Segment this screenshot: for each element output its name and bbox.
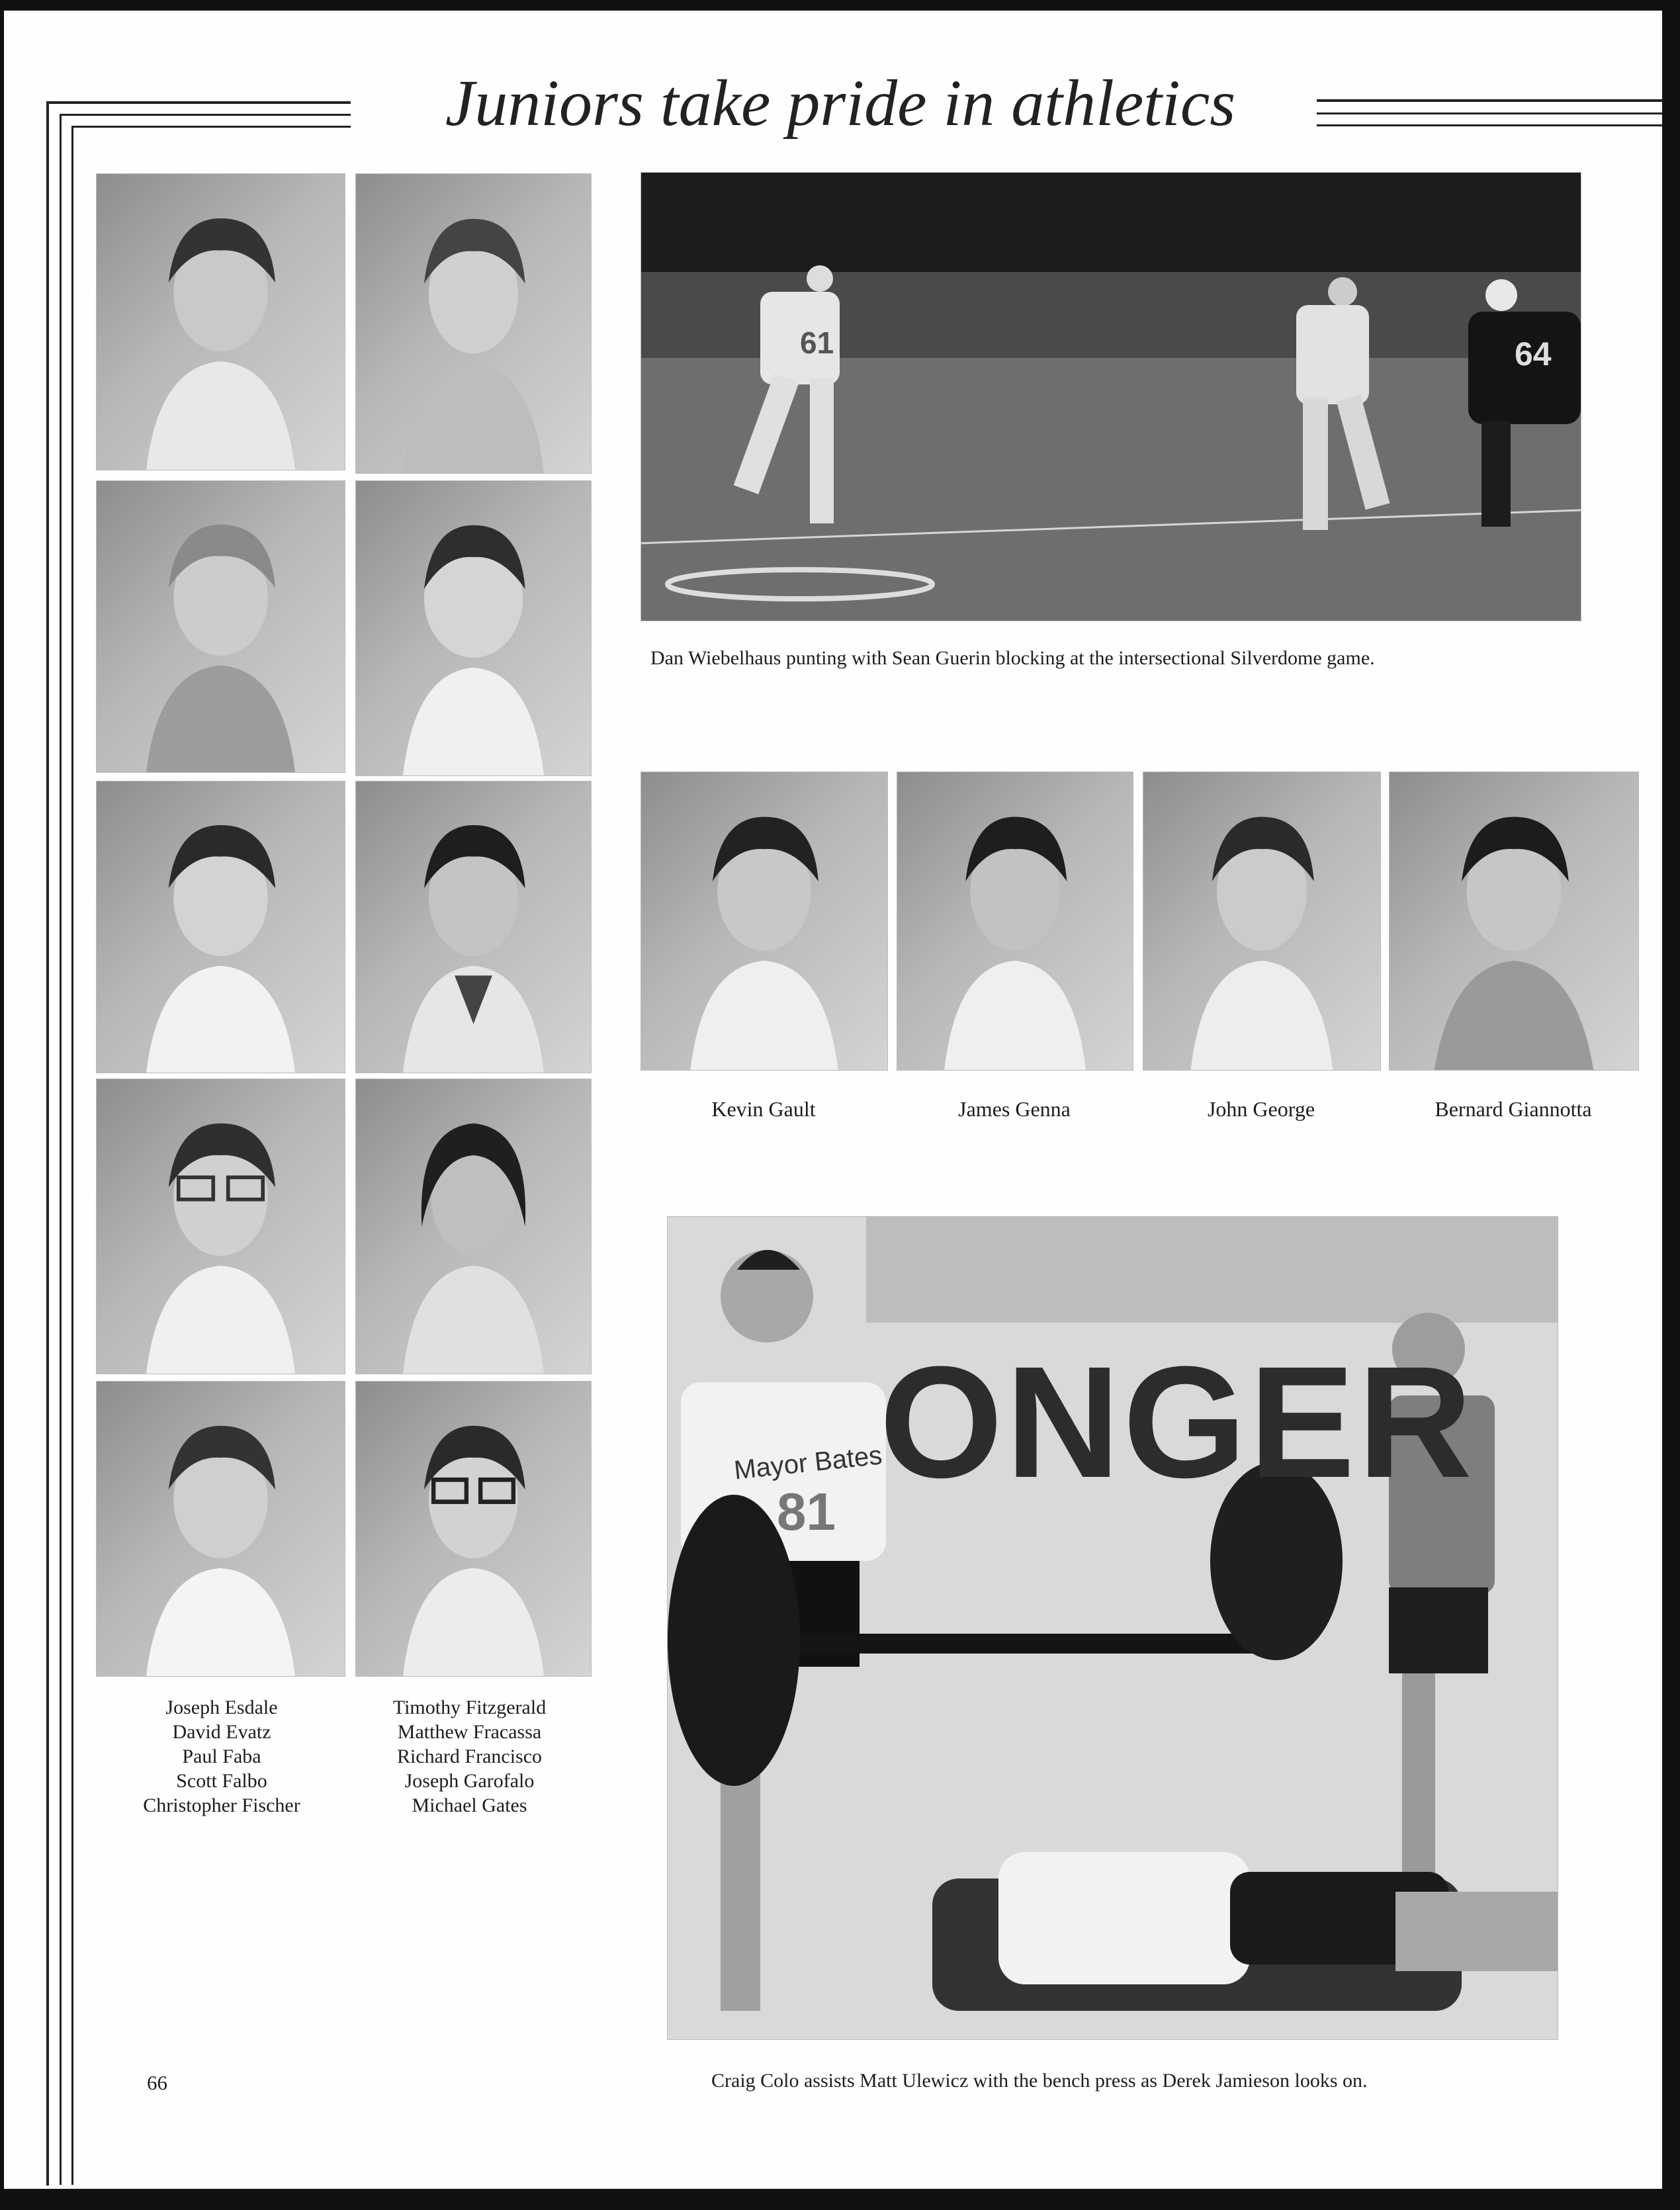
- left-grid-names-col2: [355, 1695, 584, 1818]
- name-kevin-gault: Kevin Gault: [711, 1097, 816, 1121]
- left-grid-names-col1: [99, 1695, 344, 1818]
- football-caption: Dan Wiebelhaus punting with Sean Guerin blocking at the intersectional Silverdome game.: [650, 647, 1375, 669]
- portrait-kevin-gault: [641, 772, 888, 1071]
- portrait-matthew-fracassa: [355, 480, 592, 776]
- scan-edge-left: [0, 0, 4, 2210]
- weight-room-caption: Craig Colo assists Matt Ulewicz with the bench press as Derek Jamieson looks on.: [711, 2070, 1368, 2092]
- portrait-timothy-fitzgerald: [355, 173, 592, 474]
- name-bernard-giannotta: Bernard Giannotta: [1435, 1097, 1592, 1121]
- portrait-joseph-garofalo: [355, 1079, 592, 1374]
- shirt-lettering: Mayor Bates: [732, 1440, 884, 1485]
- page-number: 66: [147, 2071, 167, 2094]
- name-line: Paul Faba: [182, 1746, 261, 1767]
- portrait-james-genna: [897, 772, 1133, 1071]
- portrait-paul-faba: [96, 781, 345, 1073]
- name-line: Richard Francisco: [396, 1746, 543, 1767]
- page-title: Juniors take pride in athletics: [445, 66, 1236, 140]
- scan-edge-right: [1662, 0, 1680, 2210]
- name-line: Christopher Fischer: [143, 1794, 300, 1816]
- portrait-michael-gates: [355, 1381, 592, 1677]
- wall-lettering: ONGER: [879, 1333, 1476, 1511]
- football-game-photo: [641, 172, 1581, 621]
- portrait-christopher-fischer: [96, 1381, 345, 1677]
- name-line: Scott Falbo: [176, 1770, 267, 1792]
- portrait-richard-francisco: [355, 781, 592, 1073]
- jersey-number-64: 64: [1515, 335, 1552, 373]
- name-james-genna: James Genna: [958, 1097, 1071, 1121]
- shirt-number: 81: [777, 1482, 836, 1541]
- portrait-joseph-esdale: [96, 173, 345, 470]
- portrait-john-george: [1143, 772, 1381, 1071]
- portrait-scott-falbo: [96, 1079, 345, 1374]
- name-line: Timothy Fitzgerald: [392, 1697, 547, 1718]
- name-line: Joseph Garofalo: [404, 1770, 535, 1792]
- name-line: Joseph Esdale: [165, 1697, 278, 1718]
- name-line: Michael Gates: [412, 1794, 527, 1816]
- name-line: Matthew Fracassa: [397, 1721, 542, 1743]
- scan-edge-bottom: [0, 2189, 1680, 2210]
- portrait-bernard-giannotta: [1389, 772, 1639, 1071]
- scan-edge-top: [0, 0, 1680, 11]
- weight-room-photo: [667, 1216, 1558, 2040]
- portrait-david-evatz: [96, 480, 345, 773]
- name-line: David Evatz: [172, 1721, 271, 1743]
- jersey-number-61: 61: [800, 326, 834, 360]
- name-john-george: John George: [1207, 1097, 1315, 1121]
